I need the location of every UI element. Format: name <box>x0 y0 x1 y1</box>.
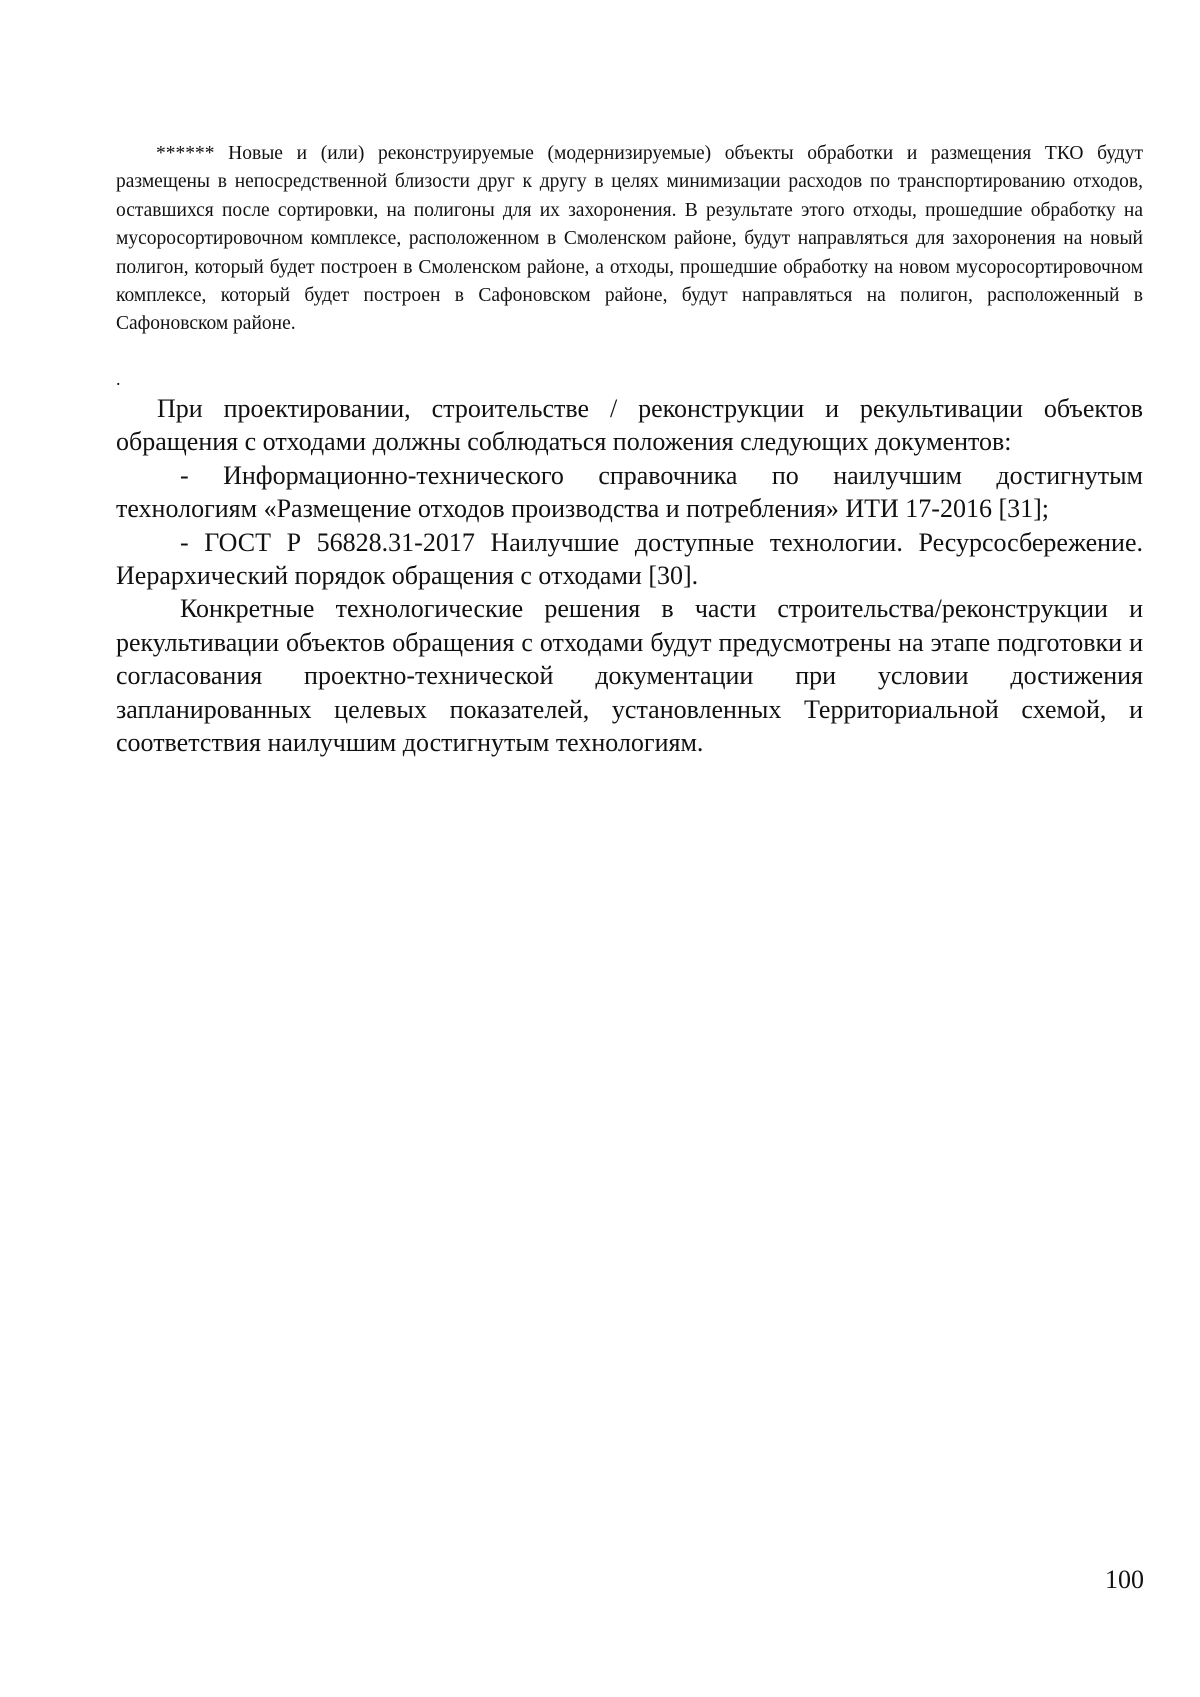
conclusion-paragraph: Конкретные технологические решения в части строительства/реконструкции и рекультивации объектов обращения с отходами будут предусмотрены на этапе подготовки и согласования проектно-технической документации при условии достижения запланированных целевых показателей, установленных Территориальной схемой, и соответствия наилучшим достигнутым технологиям. <box>116 594 1143 758</box>
list-item-reference-iti: - Информационно-технического справочника по наилучшим достигнутым технологиям «Размещение отходов производства и потребления» ИТИ 17-2016 [31]; <box>116 460 1143 524</box>
stray-mark: . <box>116 369 121 389</box>
list-item-reference-gost: - ГОСТ Р 56828.31-2017 Наилучшие доступные технологии. Ресурсосбережение. Иерархический порядок обращения с отходами [30]. <box>116 527 1143 591</box>
page-number: 100 <box>1105 1565 1144 1594</box>
intro-paragraph: При проектировании, строительстве / реконструкции и рекультивации объектов обращения с отходами должны соблюдаться положения следующих документов: <box>116 394 1143 457</box>
footnote-paragraph: ****** Новые и (или) реконструируемые (модернизируемые) объекты обработки и размещения ТКО будут размещены в непосредственной близости друг к другу в целях минимизации расходов по транспортированию отходов, оставшихся после сортировки, на полигоны для их захоронения. В результате этого отходы, прошедшие обработку на мусоросортировочном комплексе, расположенном в Смоленском районе, будут направляться для захоронения на новый полигон, который будет построен в Смоленском районе, а отходы, прошедшие обработку на новом мусоросортировочном комплексе, который будет построен в Сафоновском районе, будут направляться на полигон, расположенный в Сафоновском районе. <box>116 143 1143 335</box>
main-body <box>116 392 1143 759</box>
